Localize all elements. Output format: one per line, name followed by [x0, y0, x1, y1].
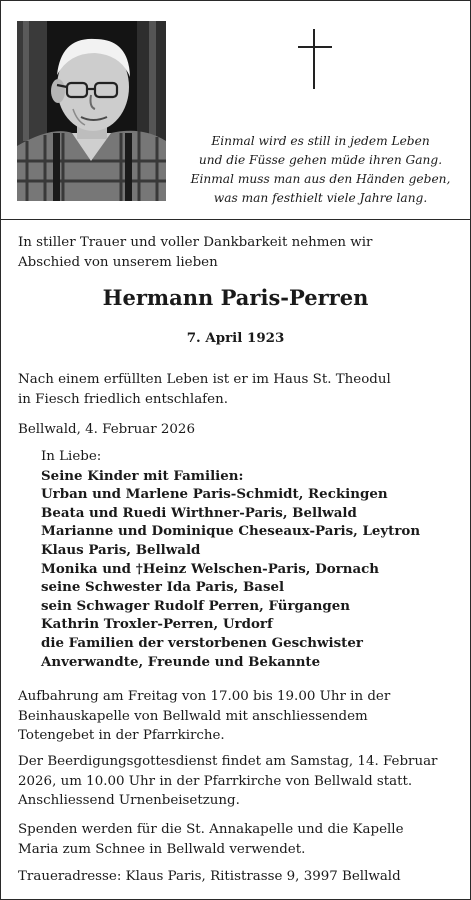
deceased-name: Hermann Paris-Perren: [102, 285, 369, 310]
family-line: seine Schwester Ida Paris, Basel: [41, 579, 285, 596]
family-list: [41, 448, 461, 671]
place-date: Bellwald, 4. Februar 2026: [18, 422, 195, 437]
family-line: Marianne und Dominique Cheseaux-Paris, Leytron: [41, 523, 421, 540]
portrait-photo: [17, 21, 166, 201]
poem-line: Einmal wird es still in jedem Leben: [211, 134, 430, 148]
funeral-line: Der Beerdigungsgottesdienst findet am Samstag, 14. Februar: [18, 754, 438, 769]
family-line: Klaus Paris, Bellwald: [41, 541, 201, 558]
family-line: Beata und Ruedi Wirthner-Paris, Bellwald: [41, 504, 357, 521]
viewing-line: Aufbahrung am Freitag von 17.00 bis 19.00 Uhr in der: [18, 689, 391, 704]
intro-line: Abschied von unserem lieben: [18, 254, 218, 270]
birth-date: 7. April 1923: [186, 330, 285, 346]
family-line: Urban und Marlene Paris-Schmidt, Reckingen: [41, 486, 388, 503]
family-line: Kathrin Troxler-Perren, Urdorf: [41, 616, 273, 633]
viewing-line: Totengebet in der Pfarrkirche.: [18, 728, 225, 743]
intro-line: In stiller Trauer und voller Dankbarkeit nehmen wir: [18, 235, 373, 250]
poem-line: Einmal muss man aus den Händen geben,: [190, 172, 451, 186]
family-line: die Familien der verstorbenen Geschwister: [41, 634, 363, 651]
death-line: Nach einem erfüllten Leben ist er im Haus St. Theodul: [18, 372, 391, 387]
poem-line: was man festhielt viele Jahre lang.: [213, 191, 428, 205]
poem: [179, 132, 462, 208]
funeral-line: Anschliessend Urnenbeisetzung.: [18, 793, 240, 808]
funeral-info: [18, 752, 458, 811]
mourning-address: Traueradresse: Klaus Paris, Ritistrasse 9, 3997 Bellwald: [18, 869, 401, 884]
donations-line: Maria zum Schnee in Bellwald verwendet.: [18, 841, 306, 857]
family-line: Monika und †Heinz Welschen-Paris, Dornach: [41, 560, 380, 577]
family-line: Seine Kinder mit Familien:: [41, 467, 244, 484]
donations-line: Spenden werden für die St. Annakapelle und die Kapelle: [18, 822, 404, 837]
cross-icon: [298, 29, 332, 89]
family-line: sein Schwager Rudolf Perren, Fürgangen: [41, 597, 350, 614]
family-line: Anverwandte, Freunde und Bekannte: [41, 653, 321, 670]
viewing-info: [18, 687, 458, 746]
donations-info: [18, 820, 458, 859]
death-line: in Fiesch friedlich entschlafen.: [18, 391, 228, 407]
divider: [1, 219, 470, 220]
family-greeting: In Liebe:: [41, 449, 102, 464]
funeral-line: 2026, um 10.00 Uhr in der Pfarrkirche von Bellwald statt.: [18, 773, 413, 789]
poem-line: und die Füsse gehen müde ihren Gang.: [198, 153, 443, 167]
intro-text: [18, 233, 458, 272]
death-text: [18, 370, 458, 409]
viewing-line: Beinhauskapelle von Bellwald mit anschliessendem: [18, 708, 368, 724]
